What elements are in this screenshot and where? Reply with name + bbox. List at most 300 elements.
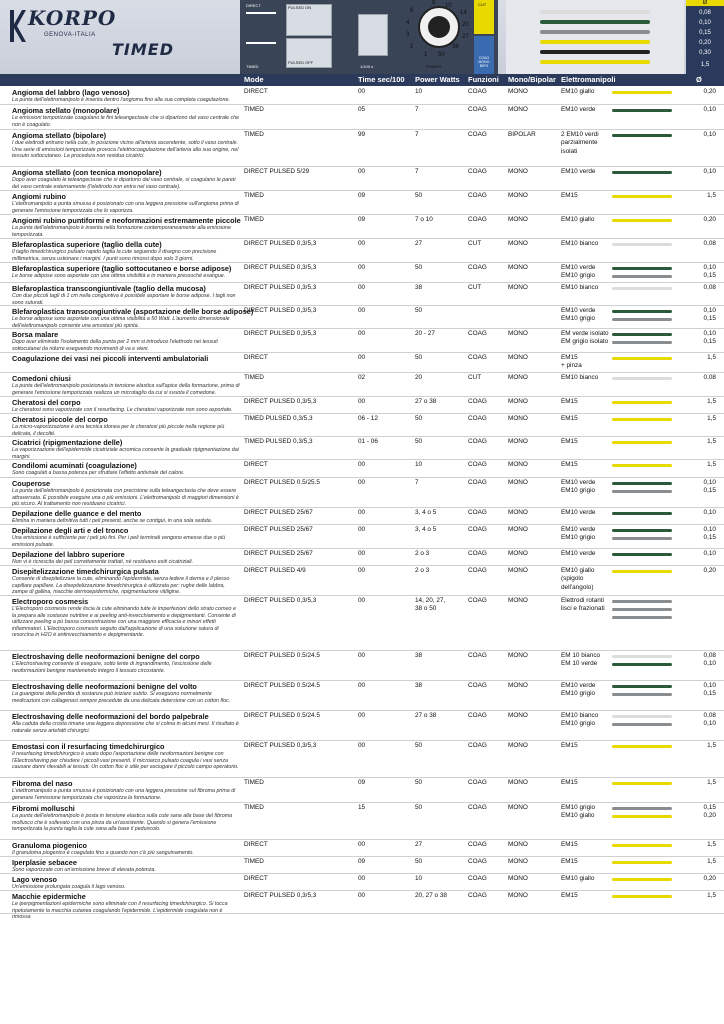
row-description: L'elettromanipolo a punta smussa è posizionato con una leggera pressione sul fibroma prima di generare l'emissione temporizzata che vaporizza la formazione. — [12, 788, 236, 801]
electrode-swatches — [612, 195, 672, 203]
row-function: COAG — [468, 264, 487, 271]
row-time: 00 — [358, 841, 366, 848]
product-name: TIMED — [112, 40, 174, 59]
dial-number: 27 — [462, 34, 469, 40]
table-row — [0, 840, 724, 857]
row-electrodes: EM10 bianco — [561, 284, 599, 291]
row-time: 00 — [358, 307, 366, 314]
electrode-white-icon — [612, 377, 672, 380]
row-size: 0,08 — [703, 374, 716, 381]
row-power: 7 o 10 — [415, 216, 433, 223]
electrode-grey-icon — [612, 537, 672, 540]
row-size: 1,5 — [707, 841, 716, 848]
row-size: 0,08 — [703, 284, 716, 291]
electrode-swatches — [612, 553, 672, 561]
row-monobipolar: MONO — [508, 264, 528, 271]
row-power: 50 — [415, 192, 423, 199]
row-mode: DIRECT PULSED 0,3/5,3 — [244, 597, 317, 604]
row-monobipolar: MONO — [508, 804, 528, 811]
table-row — [0, 741, 724, 778]
row-size: 1,5 — [707, 779, 716, 786]
electrode-green-icon — [612, 171, 672, 174]
electrode-swatches — [612, 357, 672, 365]
electrode-yellow-icon — [612, 418, 672, 421]
electrode-swatches — [612, 715, 672, 731]
row-electrodes: 2 EM10 verdi parzialmente isolati — [561, 131, 599, 155]
electrode-swatches — [612, 570, 672, 578]
row-mode: DIRECT PULSED 0,3/5,3 — [244, 330, 317, 337]
row-time: 00 — [358, 461, 366, 468]
col-functions: Funzioni — [468, 75, 499, 84]
electrode-swatches — [612, 512, 672, 520]
row-function: COAG — [468, 106, 487, 113]
table-row — [0, 478, 724, 508]
electrode-swatches — [612, 134, 672, 142]
row-size: 0,20 — [703, 88, 716, 95]
electrode-yellow-icon — [612, 844, 672, 847]
row-size: 0,15 0,20 — [703, 804, 716, 820]
row-title: Fibromi molluschi — [12, 804, 75, 813]
row-monobipolar: MONO — [508, 354, 528, 361]
row-description: La punta dell'elettromanipolo è inserita dentro l'angioma fino alla sua completa coagulazione. — [12, 97, 230, 103]
row-description: Consente di disepitelizzare la cute, eliminando l'epidermide, senza ledere il derma e il plesso capillare papillare. La disepitelizzazione timedchirurgica è utilizzata per: rughe delle labbra, zampe di gallina, macchie dermoepidermiche, ripigmentazione vitiligine. — [12, 576, 230, 595]
row-power: 50 — [415, 354, 423, 361]
electrode-green-icon — [540, 20, 650, 24]
row-size: 1,5 — [707, 354, 716, 361]
row-electrodes: EM15 — [561, 841, 578, 848]
row-description: La punta dell'elettromanipolo è posta in tensione elastica sulla cute sana alla base del fibroma mollusco che è sollevato con una pinza da un'assistente. Quando si genera l'emissione temporizzata la punta taglia la cute sana alla base il peduncolo. — [12, 813, 233, 832]
row-title: Coagulazione dei vasi nei piccoli interventi ambulatoriali — [12, 354, 209, 363]
row-time: 09 — [358, 779, 366, 786]
row-description: I due elettrodi entrano nella cute, in posizione vicino all'arteria ascendente, sotto il vaso centrale. Una serie di emissioni temporizzate provoca l'elettrocoagulazione dell'arteria alla sua origine, nel tessuto sottocutaneo. La procedura non residua cicatrici. — [12, 140, 239, 159]
timer-display — [358, 14, 388, 56]
electrode-grey-icon — [612, 275, 672, 278]
dial-number: 20 — [462, 22, 469, 28]
row-electrodes: EM10 giallo — [561, 88, 595, 95]
row-electrodes: EM15 + pinza — [561, 354, 582, 370]
row-size: 1,5 — [707, 398, 716, 405]
electrode-swatches — [612, 267, 672, 283]
row-electrodes: EM10 verde — [561, 168, 596, 175]
row-description: La punta dell'elettromanipolo è inserita nella formazione contemporaneamente alla emissione temporizzata. — [12, 225, 231, 238]
col-power: Power Watts — [415, 75, 460, 84]
electrode-lineup — [506, 0, 684, 74]
row-size: 0,08 0,10 — [703, 652, 716, 668]
row-mode: DIRECT PULSED 0.5/24.5 — [244, 652, 320, 659]
row-power: 7 — [415, 106, 419, 113]
row-function: COAG — [468, 597, 487, 604]
row-title: Depilazione del labbro superiore — [12, 550, 125, 559]
row-description: Le borse adipose sono asportate con una ottima visibilità a 50 Watt. L'aumento dimensionale dell'elettromanipolo consente una emostasi più spinta. — [12, 316, 230, 329]
electrode-yellow-icon — [612, 861, 672, 864]
electrode-grey-icon — [612, 341, 672, 344]
electrode-grey-icon — [612, 318, 672, 321]
electrode-grey-icon — [540, 30, 650, 34]
row-function: COAG — [468, 712, 487, 719]
row-size: 0,10 0,15 — [703, 479, 716, 495]
row-monobipolar: MONO — [508, 597, 528, 604]
row-time: 00 — [358, 875, 366, 882]
row-description: Dopo aver eliminato l'isolamento dalla punta per 2 mm si introduce l'elettrodo nei tessuti sottocutanei da ridurre eseguendo movimenti di va e vieni. — [12, 339, 218, 352]
col-monobipolar: Mono/Bipolar — [508, 75, 556, 84]
col-mode: Mode — [244, 75, 264, 84]
row-electrodes: EM10 verde — [561, 509, 596, 516]
row-size: 0,10 0,15 — [703, 264, 716, 280]
row-mode: DIRECT — [244, 841, 268, 848]
row-time: 09 — [358, 192, 366, 199]
row-electrodes: EM10 giallo — [561, 875, 595, 882]
electrode-swatches — [612, 219, 672, 227]
electrode-grey-icon — [612, 600, 672, 603]
electrode-green-icon — [612, 333, 672, 336]
row-mode: TIMED — [244, 106, 264, 113]
row-power: 50 — [415, 742, 423, 749]
dial-number: 3 — [406, 32, 410, 38]
row-power: 2 o 3 — [415, 567, 430, 574]
size-legend-item: 0,20 — [699, 40, 711, 46]
row-time: 09 — [358, 858, 366, 865]
electrode-swatches — [612, 109, 672, 117]
row-description: Le iperpigmentazioni epidermiche sono eliminate con il resurfacing timedchirurgico. Si tocca ripetutamente la macchia cutanea coagulando l'epidermide. L'epidermide coagulata non è rimossa — [12, 901, 228, 920]
row-mode: TIMED — [244, 131, 264, 138]
row-title: Electroshaving delle neoformazioni del bordo palpebrale — [12, 712, 209, 721]
row-title: Cicatrici (ripigmentazione delle) — [12, 438, 123, 447]
row-electrodes: EM15 — [561, 461, 578, 468]
row-title: Electroporo cosmesis — [12, 597, 89, 606]
row-mode: TIMED — [244, 779, 264, 786]
row-size: 1,5 — [707, 192, 716, 199]
electrode-white-icon — [612, 287, 672, 290]
row-description: L'Electroshaving consente di eseguire, sotto lente di ingrandimento, l'escissione delle neoformazioni benigne mantenendo integro il tessuto circostante. — [12, 661, 212, 674]
row-power: 50 — [415, 858, 423, 865]
row-size: 0,10 — [703, 550, 716, 557]
col-size: Ø — [696, 75, 702, 84]
row-power: 27 o 38 — [415, 398, 437, 405]
row-size: 0,10 0,15 — [703, 307, 716, 323]
electrode-yellow-icon — [612, 878, 672, 881]
electrode-white-icon — [612, 715, 672, 718]
row-description: Sono vaporizzate con un'emissione breve di elevata potenza. — [12, 867, 156, 873]
dial-number: 14 — [460, 10, 467, 16]
row-monobipolar: MONO — [508, 779, 528, 786]
row-description: Le borse adipose sono asportate con una ottima visibilità e in maniera pressoché esangue. — [12, 273, 226, 279]
row-description: La guarigione della perdita di sostanza può iniziare subito. Si eseguono normalmente medicazioni con collagenasi sempre precedute da una delicata detersione con un cotton floc. — [12, 691, 231, 704]
row-time: 00 — [358, 240, 366, 247]
row-time: 00 — [358, 550, 366, 557]
row-electrodes: EM15 — [561, 415, 578, 422]
row-time: 00 — [358, 88, 366, 95]
table-row — [0, 874, 724, 891]
row-time: 00 — [358, 330, 366, 337]
row-title: Comedoni chiusi — [12, 374, 71, 383]
row-power: 20, 27 o 38 — [415, 892, 447, 899]
size-legend-item: 1,5 — [700, 62, 710, 68]
row-title: Couperose — [12, 479, 51, 488]
row-function: COAG — [468, 526, 487, 533]
electrode-swatches — [612, 243, 672, 251]
row-time: 00 — [358, 168, 366, 175]
table-row — [0, 263, 724, 283]
row-monobipolar: MONO — [508, 284, 528, 291]
row-title: Cheratosi piccole del corpo — [12, 415, 108, 424]
row-mode: DIRECT PULSED 25/67 — [244, 509, 313, 516]
row-power: 50 — [415, 264, 423, 271]
row-function: COAG — [468, 438, 487, 445]
row-mode: DIRECT PULSED 0,3/5,3 — [244, 742, 317, 749]
row-description: La vaporizzazione dell'epidermide cicatriziale acromica consente la graduale ripigmentazione dai margini. — [12, 447, 239, 460]
row-title: Borsa malare — [12, 330, 59, 339]
row-size: 0,10 0,15 — [703, 682, 716, 698]
row-time: 00 — [358, 567, 366, 574]
size-legend-item: 0,10 — [699, 20, 711, 26]
electrode-yellow-icon — [612, 441, 672, 444]
dial-number: 6 — [410, 8, 414, 14]
cut-label: CUT — [478, 2, 487, 7]
electrode-yellow-icon — [612, 357, 672, 360]
row-title: Electroshaving delle neoformazioni benigne del volto — [12, 682, 197, 691]
row-monobipolar: MONO — [508, 438, 528, 445]
row-time: 00 — [358, 712, 366, 719]
table-row — [0, 549, 724, 566]
row-size: 0,20 — [703, 216, 716, 223]
row-electrodes: EM10 bianco — [561, 240, 599, 247]
electrode-swatches — [612, 745, 672, 753]
row-description: Elimina in maniera definitiva tutti i peli presenti, anche se contigui, in una sola seduta. — [12, 518, 213, 524]
row-description: Non vi è ricrescita dei peli correttamente trattati, né residuano esiti cicatriziali. — [12, 559, 194, 565]
table-row — [0, 191, 724, 215]
row-title: Angiomi rubino — [12, 192, 66, 201]
row-function: COAG — [468, 742, 487, 749]
row-description: L'elettromanipolo a punta smussa è posizionato con una leggera pressione sull'angioma prima di generare l'emissione temporizzata che lo vaporizza. — [12, 201, 239, 214]
row-electrodes: EM verde isolato EM grigio isolato — [561, 330, 609, 346]
row-function: COAG — [468, 858, 487, 865]
row-power: 27 — [415, 841, 423, 848]
row-electrodes: EM15 — [561, 192, 578, 199]
electrode-swatches — [612, 287, 672, 295]
row-description: Il granuloma piogenico è coagulato fino a quando non c'è più sanguinamento. — [12, 850, 194, 856]
row-mode: DIRECT PULSED 5/29 — [244, 168, 310, 175]
row-description: L'Electroporo cosmesis rende liscia la cute eliminando tutte le imperfezioni dello strato corneo e la prepara alle sostanze nutritive e ai peeling anti-invecchiamento e depigmentanti. Consente di utilizzare peeling a pù bassa concentrazione con una maggiore efficacia e minori effetti infiammatori. L'Electroporo cosmesis seguito dall'applicazione di una soluzione satura di resorcina in H2O è antinvecchiamento e depigmentante. — [12, 606, 236, 638]
pulsed-on-label: PULSED ON — [288, 5, 312, 10]
row-function: CUT — [468, 374, 482, 381]
row-function: COAG — [468, 461, 487, 468]
row-power: 3, 4 o 5 — [415, 526, 437, 533]
row-monobipolar: MONO — [508, 461, 528, 468]
electrode-green-icon — [612, 685, 672, 688]
table-row — [0, 525, 724, 549]
electrode-swatches — [612, 482, 672, 498]
row-power: 3, 4 o 5 — [415, 509, 437, 516]
size-legend-item: 0,08 — [699, 10, 711, 16]
col-time: Time sec/100 — [358, 75, 405, 84]
row-power: 7 — [415, 479, 419, 486]
row-electrodes: EM10 verde — [561, 550, 596, 557]
electrode-green-icon — [612, 663, 672, 666]
table-row — [0, 711, 724, 741]
table-row — [0, 857, 724, 874]
row-power: 50 — [415, 415, 423, 422]
row-title: Condilomi acuminati (coagulazione) — [12, 461, 137, 470]
row-function: COAG — [468, 841, 487, 848]
table-row — [0, 414, 724, 437]
table-row — [0, 283, 724, 306]
row-title: Blefaroplastica transcongiuntivale (asportazione delle borse adipose) — [12, 307, 254, 316]
row-description: Una emissione è sufficiente per i peli più fini. Per i peli terminali vengono emesse due o più emissioni pulsate. — [12, 535, 226, 548]
electrode-green-icon — [612, 134, 672, 137]
row-size: 0,08 0,10 — [703, 712, 716, 728]
row-power: 27 o 38 — [415, 712, 437, 719]
electrode-swatches — [612, 782, 672, 790]
row-function: COAG — [468, 652, 487, 659]
row-electrodes: EM 10 bianco EM 10 verde — [561, 652, 601, 668]
row-function: COAG — [468, 398, 487, 405]
electrode-grey-icon — [612, 490, 672, 493]
row-mode: DIRECT PULSED 0,3/5,3 — [244, 892, 317, 899]
row-power: 10 — [415, 875, 423, 882]
row-monobipolar: MONO — [508, 330, 528, 337]
row-power: 38 — [415, 284, 423, 291]
timed-label: TIMED — [246, 64, 259, 69]
row-monobipolar: MONO — [508, 550, 528, 557]
row-electrodes: EM15 — [561, 398, 578, 405]
row-power: 10 — [415, 88, 423, 95]
row-size: 1,5 — [707, 415, 716, 422]
electrode-green-icon — [612, 482, 672, 485]
row-title: Emostasi con il resurfacing timedchirurgico — [12, 742, 165, 751]
row-mode: TIMED — [244, 804, 264, 811]
row-time: 05 — [358, 106, 366, 113]
row-mode: TIMED — [244, 216, 264, 223]
table-row — [0, 508, 724, 525]
row-mode: DIRECT — [244, 875, 268, 882]
brand-logo — [8, 6, 118, 46]
electrode-swatches — [612, 377, 672, 385]
electrode-swatches — [612, 685, 672, 701]
row-mode: DIRECT PULSED 0,3/5,3 — [244, 398, 317, 405]
row-monobipolar: MONO — [508, 742, 528, 749]
row-power: 20 — [415, 374, 423, 381]
table-row — [0, 651, 724, 681]
row-power: 50 — [415, 804, 423, 811]
row-title: Cheratosi del corpo — [12, 398, 81, 407]
electrode-swatches — [612, 418, 672, 426]
row-monobipolar: MONO — [508, 892, 528, 899]
row-title: Iperplasie sebacee — [12, 858, 77, 867]
row-size: 1,5 — [707, 858, 716, 865]
row-monobipolar: MONO — [508, 841, 528, 848]
row-title: Blefaroplastica superiore (taglio sottocutaneo e borse adipose) — [12, 264, 232, 273]
row-title: Depilazione degli arti e del tronco — [12, 526, 129, 535]
row-title: Blefaroplastica transcongiuntivale (taglio della mucosa) — [12, 284, 206, 293]
row-description: Le emissioni temporizzate coagulano le fini teleangectasie che si dipartono dal vaso centrale che non è coagulato. — [12, 115, 240, 128]
row-power: 27 — [415, 240, 423, 247]
row-power: 7 — [415, 168, 419, 175]
row-function: COAG — [468, 567, 487, 574]
row-time: 00 — [358, 526, 366, 533]
electrode-swatches — [612, 333, 672, 349]
table-row — [0, 596, 724, 651]
electrode-yellow-icon — [612, 895, 672, 898]
row-monobipolar: MONO — [508, 509, 528, 516]
electrode-yellow-icon — [612, 782, 672, 785]
electrode-grey-icon — [612, 807, 672, 810]
row-function: COAG — [468, 509, 487, 516]
row-time: 00 — [358, 284, 366, 291]
row-size: 1,5 — [707, 461, 716, 468]
row-power: 38 — [415, 652, 423, 659]
row-monobipolar: MONO — [508, 682, 528, 689]
electrode-swatches — [612, 861, 672, 869]
row-electrodes: EM10 verde EM10 grigio — [561, 682, 596, 698]
table-row — [0, 306, 724, 329]
dial-number: 1 — [424, 52, 428, 58]
row-power: 2 o 3 — [415, 550, 430, 557]
row-function: COAG — [468, 88, 487, 95]
electrode-yellow-icon — [540, 40, 650, 44]
row-title: Electroshaving delle neoformazioni benigne del corpo — [12, 652, 200, 661]
coag-label: COAG MONO BIPO — [478, 56, 490, 68]
row-electrodes: EM15 — [561, 892, 578, 899]
row-time: 00 — [358, 597, 366, 604]
row-description: La punta dell'elettromanipolo posizionata in tensione elastica sull'apice della formazione, prima di generare l'emissione temporizzata realizza un microtaglio da cui si svuota il comedone. — [12, 383, 240, 396]
row-monobipolar: MONO — [508, 479, 528, 486]
row-power: 7 — [415, 131, 419, 138]
row-function: CUT — [468, 240, 482, 247]
direct-symbol-icon — [246, 12, 276, 32]
row-mode: TIMED PULSED 0,3/5,3 — [244, 415, 313, 422]
row-title: Blefaroplastica superiore (taglio della cute) — [12, 240, 162, 249]
row-electrodes: EM15 — [561, 742, 578, 749]
row-electrodes: EM10 verde EM10 grigio — [561, 526, 596, 542]
col-electrodes: Elettromanipoli — [561, 75, 616, 84]
electrode-swatches — [612, 655, 672, 671]
electrode-grey-icon — [612, 608, 672, 611]
electrode-grey-icon — [612, 723, 672, 726]
electrode-swatches — [612, 401, 672, 409]
row-time: 00 — [358, 892, 366, 899]
row-mode: DIRECT PULSED 0,3/5,3 — [244, 240, 317, 247]
row-mode: DIRECT PULSED 0.5/25.5 — [244, 479, 320, 486]
row-description: Alla caduta della crosta rimane una leggera depressione che si colma in alcuni mesi. Il risultato è naturale senza artefatti chirurgici. — [12, 721, 239, 734]
cut-coag-selector — [474, 0, 494, 74]
size-legend-item: 0,30 — [699, 50, 711, 56]
electrode-swatches — [612, 878, 672, 886]
row-size: 0,10 — [703, 106, 716, 113]
row-size: 1,5 — [707, 892, 716, 899]
row-time: 00 — [358, 682, 366, 689]
electrode-yellow-icon — [612, 401, 672, 404]
row-electrodes: EM10 verde EM10 grigio — [561, 264, 596, 280]
row-description: Un'emissione prolungata coagula il lago venoso. — [12, 884, 126, 890]
row-title: Depilazione delle guance e del mento — [12, 509, 142, 518]
size-legend-item: Ø — [686, 0, 724, 6]
dial-number: 4 — [406, 20, 410, 26]
electrode-swatches — [612, 529, 672, 545]
row-function: COAG — [468, 131, 487, 138]
electrode-yellow-icon — [612, 815, 672, 818]
row-mode: DIRECT — [244, 88, 268, 95]
row-size: 0,10 0,15 — [703, 330, 716, 346]
electrode-black-icon — [540, 50, 650, 54]
row-size: 0,10 — [703, 168, 716, 175]
row-mode: TIMED — [244, 374, 264, 381]
electrode-white-icon — [612, 655, 672, 658]
row-title: Angioma stellato (con tecnica monopolare) — [12, 168, 162, 177]
power-label: POWER — [426, 64, 442, 69]
electrode-grey-icon — [612, 693, 672, 696]
row-time: 00 — [358, 479, 366, 486]
row-title: Disepitelizzazione timedchirurgica pulsata — [12, 567, 159, 576]
